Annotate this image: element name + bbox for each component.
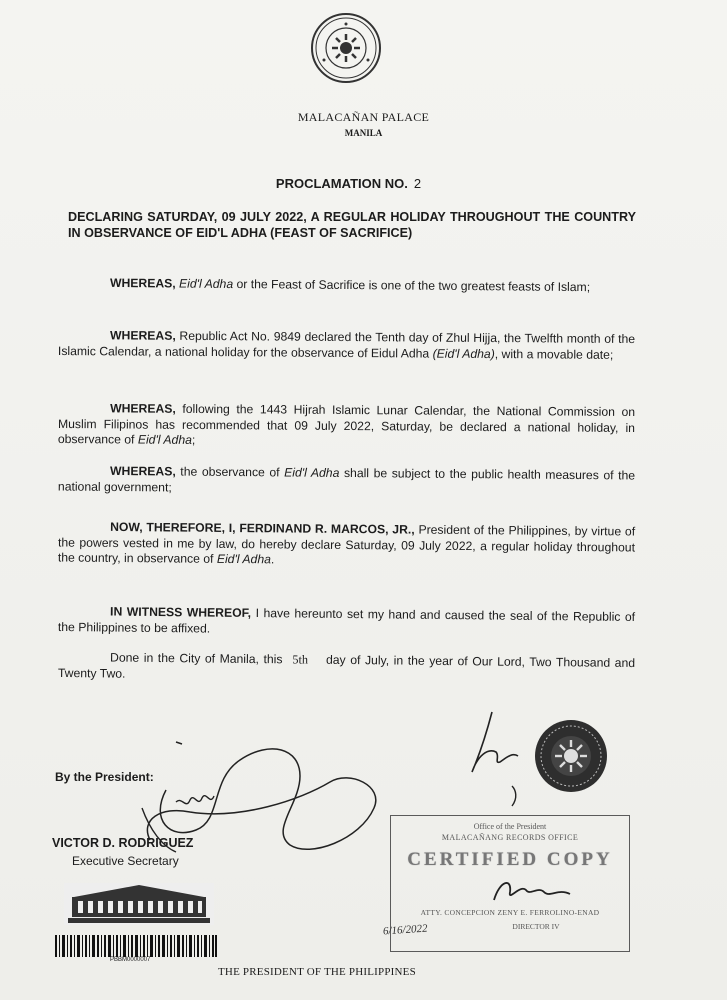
- done-paragraph: [58, 650, 635, 687]
- day-handwritten: 5th: [292, 652, 309, 667]
- declaration-lead: NOW, THEREFORE, I, FERDINAND R. MARCOS, JR.,: [110, 519, 415, 537]
- eid-adha-term: Eid'l Adha: [137, 432, 192, 447]
- stamp-officer-name: ATTY. CONCEPCION ZENY E. FERROLINO-ENAD: [420, 908, 600, 917]
- proclamation-title: DECLARING SATURDAY, 09 JULY 2022, A REGULAR HOLIDAY THROUGHOUT THE COUNTRY IN OBSERVANCE OF EID'L ADHA (FEAST OF SACRIFICE): [68, 210, 636, 240]
- whereas-paragraph-2: [58, 328, 635, 363]
- paragraph-text: Republic Act No. 9849 declared the Tenth day of Zhul Hijja, the Twelfth month of the Islamic Calendar, a national holiday for the observance of Eidul Adha: [57, 328, 636, 361]
- declaration-paragraph: [58, 519, 635, 571]
- paragraph-text: shall be subject to the public health measures of the national government;: [57, 465, 636, 494]
- paragraph-text: day of July, in the year of Our Lord, Two Thousand and Twenty Two.: [57, 652, 636, 681]
- whereas-paragraph-4: [58, 463, 635, 499]
- stamp-office: Office of the President: [473, 822, 547, 831]
- palace-name: MALACAÑAN PALACE: [297, 110, 430, 124]
- eid-adha-term: Eid'l Adha: [216, 551, 271, 567]
- eid-adha-term: Eid'l Adha: [284, 465, 340, 480]
- presidential-seal-icon: [310, 12, 382, 84]
- palace-city: MANILA: [344, 128, 383, 138]
- stamp-date: 6/16/2022: [382, 922, 428, 938]
- president-signature-icon: [472, 712, 518, 772]
- paragraph-text: I have hereunto set my hand and caused the seal of the Republic of the Philippines to be affixed.: [57, 606, 636, 636]
- by-the-president-label: By the President:: [55, 770, 154, 784]
- barcode-number: PBBM0000007: [110, 957, 151, 963]
- whereas-lead: WHEREAS,: [109, 275, 176, 291]
- malacanang-building-icon: [64, 883, 214, 925]
- paragraph-text: President of the Philippines, by virtue of the powers vested in me by law, do hereby declare Saturday, 09 July 2022, a regular holiday throughout the country, in observance of: [57, 522, 636, 566]
- whereas-lead: WHEREAS,: [110, 463, 176, 479]
- paragraph-text: the observance of: [180, 464, 280, 480]
- barcode-icon: [55, 935, 217, 957]
- paragraph-end: .: [270, 552, 275, 567]
- eid-adha-term: Eid'l Adha: [179, 276, 234, 292]
- paragraph-text: or the Feast of Sacrifice is one of the two greatest feasts of Islam;: [236, 277, 591, 295]
- whereas-lead: WHEREAS,: [110, 328, 176, 343]
- certified-copy-stamp: [382, 815, 630, 952]
- proclamation-label: PROCLAMATION NO.: [275, 176, 408, 191]
- witness-paragraph: [58, 604, 635, 641]
- signatory-name: VICTOR D. RODRIGUEZ: [52, 836, 194, 850]
- secretary-signature-icon: [147, 742, 375, 849]
- signatory-title: Executive Secretary: [72, 854, 179, 868]
- eid-adha-term: (Eid'l Adha): [432, 346, 495, 361]
- proclamation-number: 2: [413, 176, 422, 191]
- witness-lead: IN WITNESS WHEREOF,: [110, 604, 252, 621]
- stamp-officer-position: DIRECTOR IV: [512, 922, 560, 931]
- stamp-certified-copy: CERTIFIED COPY: [407, 849, 613, 870]
- paragraph-end: ;: [191, 432, 196, 447]
- whereas-paragraph-1: [58, 275, 635, 296]
- proclamation-heading: [0, 176, 697, 191]
- whereas-lead: WHEREAS,: [110, 401, 176, 416]
- footer-text: THE PRESIDENT OF THE PHILIPPINES: [218, 966, 416, 978]
- official-seal-icon: [533, 718, 609, 794]
- certifier-signature-icon: [486, 874, 576, 908]
- paragraph-text: , with a movable date;: [494, 346, 614, 362]
- whereas-paragraph-3: [58, 401, 635, 452]
- paragraph-text: Done in the City of Manila, this: [110, 650, 283, 667]
- stamp-records-office: MALACAÑANG RECORDS OFFICE: [441, 833, 579, 842]
- paragraph-text: following the 1443 Hijrah Islamic Lunar Calendar, the National Commission on Muslim Filipinos has recommended that 09 July 2022, Saturday, be declared a national holiday, in observance of: [57, 401, 636, 447]
